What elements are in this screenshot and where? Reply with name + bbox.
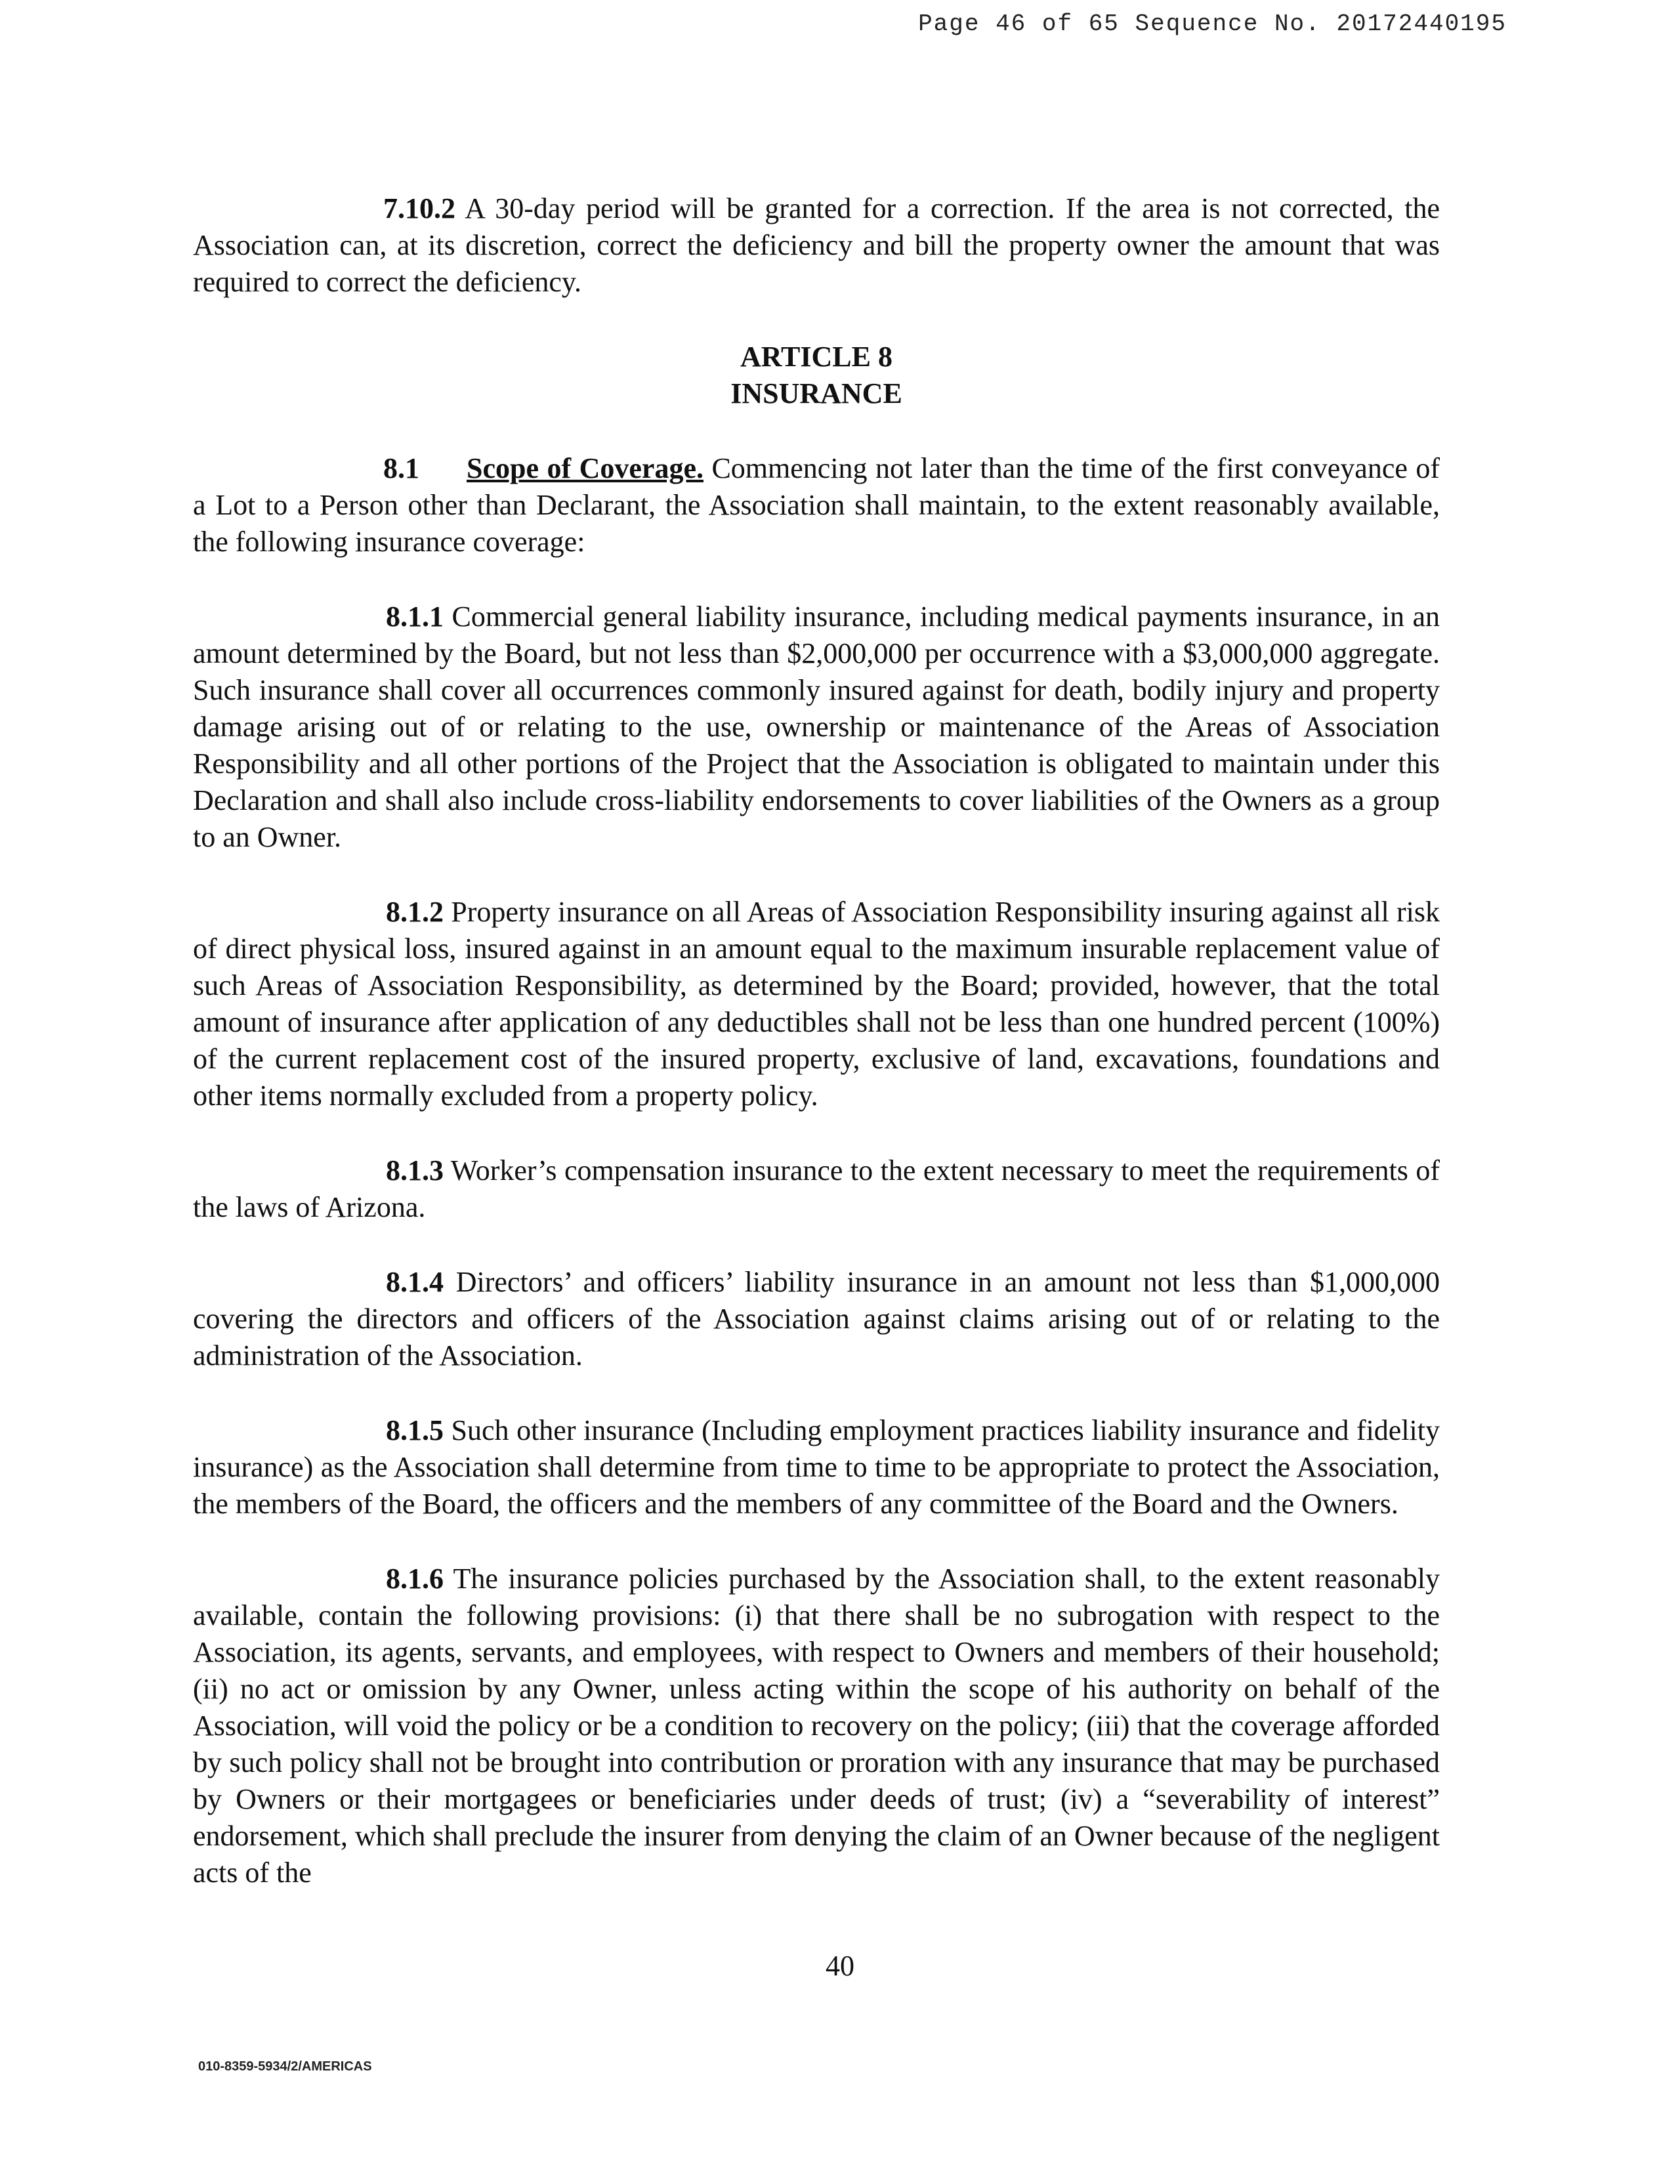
paragraph-8-1-5 bbox=[193, 1412, 1440, 1522]
document-body bbox=[193, 190, 1440, 1929]
paragraph-text: A 30-day period will be granted for a correction. If the area is not corrected, the Association can, at its discretion, correct the deficiency and bill the property owner the amount that was required to correct the deficiency. bbox=[193, 192, 1440, 298]
paragraph-text: The insurance policies purchased by the Association shall, to the extent reasonably available, contain the following provisions: (i) that there shall be no subrogation with respect to the Association, its agents, servants, and employees, with respect to Owners and members of their household; (ii) no act or omission by any Owner, unless acting within the scope of his authority on behalf of the Association, will void the policy or be a condition to recovery on the policy; (iii) that the coverage afforded by such policy shall not be brought into contribution or proration with any insurance that may be purchased by Owners or their mortgagees or beneficiaries under deeds of trust; (iv) a “severability of interest” endorsement, which shall preclude the insurer from denying the claim of an Owner because of the negligent acts of the bbox=[193, 1563, 1440, 1889]
section-number: 8.1.3 bbox=[386, 1154, 444, 1186]
section-number: 8.1.2 bbox=[386, 896, 444, 928]
paragraph-text: Commencing not later than the time of the first conveyance of a Lot to a Person other than Declarant, the Association shall maintain, to the extent reasonably available, the following insurance coverage: bbox=[193, 452, 1440, 558]
section-number: 7.10.2 bbox=[383, 192, 455, 224]
paragraph-8-1-6 bbox=[193, 1561, 1440, 1891]
paragraph-8-1-4 bbox=[193, 1264, 1440, 1374]
section-number: 8.1.4 bbox=[386, 1266, 444, 1298]
section-number: 8.1.6 bbox=[386, 1563, 444, 1595]
paragraph-8-1-3 bbox=[193, 1152, 1440, 1226]
section-number: 8.1 bbox=[383, 452, 419, 484]
document-id: 010-8359-5934/2/AMERICAS bbox=[198, 2059, 372, 2074]
section-number: 8.1.5 bbox=[386, 1414, 444, 1446]
paragraph-text: Property insurance on all Areas of Association Responsibility insuring against all risk of direct physical loss, insured against in an amount equal to the maximum insurable replacement value of such Areas of Association Responsibility, as determined by the Board; provided, however, that the total amount of insurance after application of any deductibles shall not be less than one hundred percent (100%) of the current replacement cost of the insured property, exclusive of land, excavations, foundations and other items normally excluded from a property policy. bbox=[193, 896, 1440, 1112]
paragraph-text: Worker’s compensation insurance to the extent necessary to meet the requirements of the laws of Arizona. bbox=[193, 1154, 1440, 1223]
paragraph-8-1-2 bbox=[193, 894, 1440, 1114]
page-sequence-header: Page 46 of 65 Sequence No. 20172440195 bbox=[918, 10, 1507, 37]
article-heading bbox=[193, 339, 1440, 412]
paragraph-8-1-1 bbox=[193, 598, 1440, 856]
page-number: 40 bbox=[826, 1950, 854, 1982]
paragraph-8-1 bbox=[193, 450, 1440, 560]
article-title: INSURANCE bbox=[730, 377, 902, 410]
paragraph-text: Commercial general liability insurance, including medical payments insurance, in an amount determined by the Board, but not less than $2,000,000 per occurrence with a $3,000,000 aggregate. Such insurance shall cover all occurrences commonly insured against for death, bodily injury and property damage arising out of or relating to the use, ownership or maintenance of the Areas of Association Responsibility and all other portions of the Project that the Association is obligated to maintain under this Declaration and shall also include cross-liability endorsements to cover liabilities of the Owners as a group to an Owner. bbox=[193, 600, 1440, 853]
paragraph-text: Such other insurance (Including employment practices liability insurance and fidelity insurance) as the Association shall determine from time to time to be appropriate to protect the Association, the members of the Board, the officers and the members of any committee of the Board and the Owners. bbox=[193, 1414, 1440, 1520]
section-number: 8.1.1 bbox=[386, 600, 444, 633]
paragraph-7-10-2 bbox=[193, 190, 1440, 301]
section-heading: Scope of Coverage. bbox=[467, 452, 704, 484]
paragraph-text: Directors’ and officers’ liability insurance in an amount not less than $1,000,000 covering the directors and officers of the Association against claims arising out of or relating to the administration of the Association. bbox=[193, 1266, 1440, 1372]
article-number: ARTICLE 8 bbox=[740, 341, 892, 373]
